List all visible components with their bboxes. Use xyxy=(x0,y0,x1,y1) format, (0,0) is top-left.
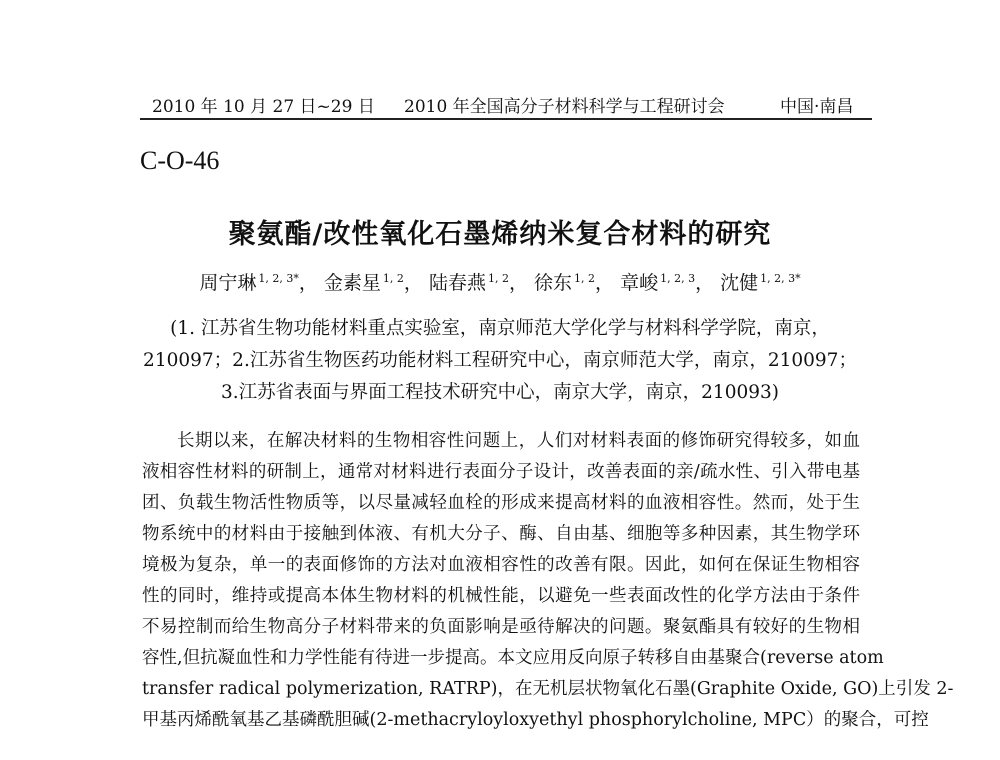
body-line: 性的同时，维持或提高本体生物材料的机械性能，以避免一些表面改性的化学方法由于条件 xyxy=(142,586,860,606)
paper-code: C-O-46 xyxy=(140,146,220,175)
author-name: 章峻 xyxy=(620,272,659,294)
body-line: 物系统中的材料由于接触到体液、有机大分子、酶、自由基、细胞等多种因素，其生物学环 xyxy=(142,524,860,544)
author-list: 周宁琳 $^{1, 2, 3*}$， 金素星 $^{1, 2}$， 陆春燕 $^{1, 2}$， 徐东 $^{1, 2}$， 章峻 $^{1, 2, 3}$， 沈健 $^{1, 2, 3*}$ xyxy=(199,271,801,294)
header-date: 2010 年 10 月 27 日~29 日 xyxy=(152,97,375,117)
body-line: 容性,但抗凝血性和力学性能有待进一步提高。本文应用反向原子转移自由基聚合(reverse atom xyxy=(142,648,884,668)
body-line: 不易控制而给生物高分子材料带来的负面影响是亟待解决的问题。聚氨酯具有较好的生物相 xyxy=(142,617,860,637)
body-line: 长期以来，在解决材料的生物相容性问题上，人们对材料表面的修饰研究得较多，如血 xyxy=(177,431,860,451)
body-paragraph xyxy=(142,426,954,736)
author-affiliation-marker: 1, 2 xyxy=(574,271,596,285)
author-affiliation-marker: 1, 2, 3* xyxy=(258,271,299,285)
author-affiliation-marker: 1, 2, 3* xyxy=(760,271,801,285)
paper-title: 聚氨酯/改性氧化石墨烯纳米复合材料的研究 xyxy=(228,219,772,250)
author-affiliation-marker: 1, 2 xyxy=(382,271,404,285)
author-name: 陆春燕 xyxy=(428,272,486,294)
author-affiliation-marker: 1, 2 xyxy=(487,271,509,285)
author-name: 沈健 xyxy=(720,272,759,294)
header-divider xyxy=(140,118,872,120)
affiliation-line: 3.江苏省表面与界面工程技术研究中心，南京大学，南京，210093) xyxy=(221,382,779,403)
author-affiliation-marker: 1, 2, 3 xyxy=(660,271,696,285)
body-line: 甲基丙烯酰氧基乙基磷酰胆碱(2-methacryloyloxyethyl phosphorylcholine, MPC）的聚合，可控 xyxy=(142,710,929,730)
author-name: 徐东 xyxy=(534,272,573,294)
body-line: 境极为复杂，单一的表面修饰的方法对血液相容性的改善有限。因此，如何在保证生物相容 xyxy=(142,555,860,575)
author-name: 周宁琳 xyxy=(199,272,257,294)
body-line: transfer radical polymerization, RATRP)，在无机层状物氧化石墨(Graphite Oxide, GO)上引发 2- xyxy=(142,679,954,699)
affiliation-line: 210097；2.江苏省生物医药功能材料工程研究中心，南京师范大学，南京，210097； xyxy=(143,350,857,371)
header-location: 中国·南昌 xyxy=(780,97,854,117)
body-line: 团、负载生物活性物质等，以尽量减轻血栓的形成来提高材料的血液相容性。然而，处于生 xyxy=(142,493,860,513)
author-name: 金素星 xyxy=(323,272,381,294)
body-line: 液相容性材料的研制上，通常对材料进行表面分子设计，改善表面的亲/疏水性、引入带电基 xyxy=(142,462,860,482)
affiliation-line: (1. 江苏省生物功能材料重点实验室，南京师范大学化学与材料科学学院，南京， xyxy=(170,318,830,339)
header-conference: 2010 年全国高分子材料科学与工程研讨会 xyxy=(404,97,725,117)
